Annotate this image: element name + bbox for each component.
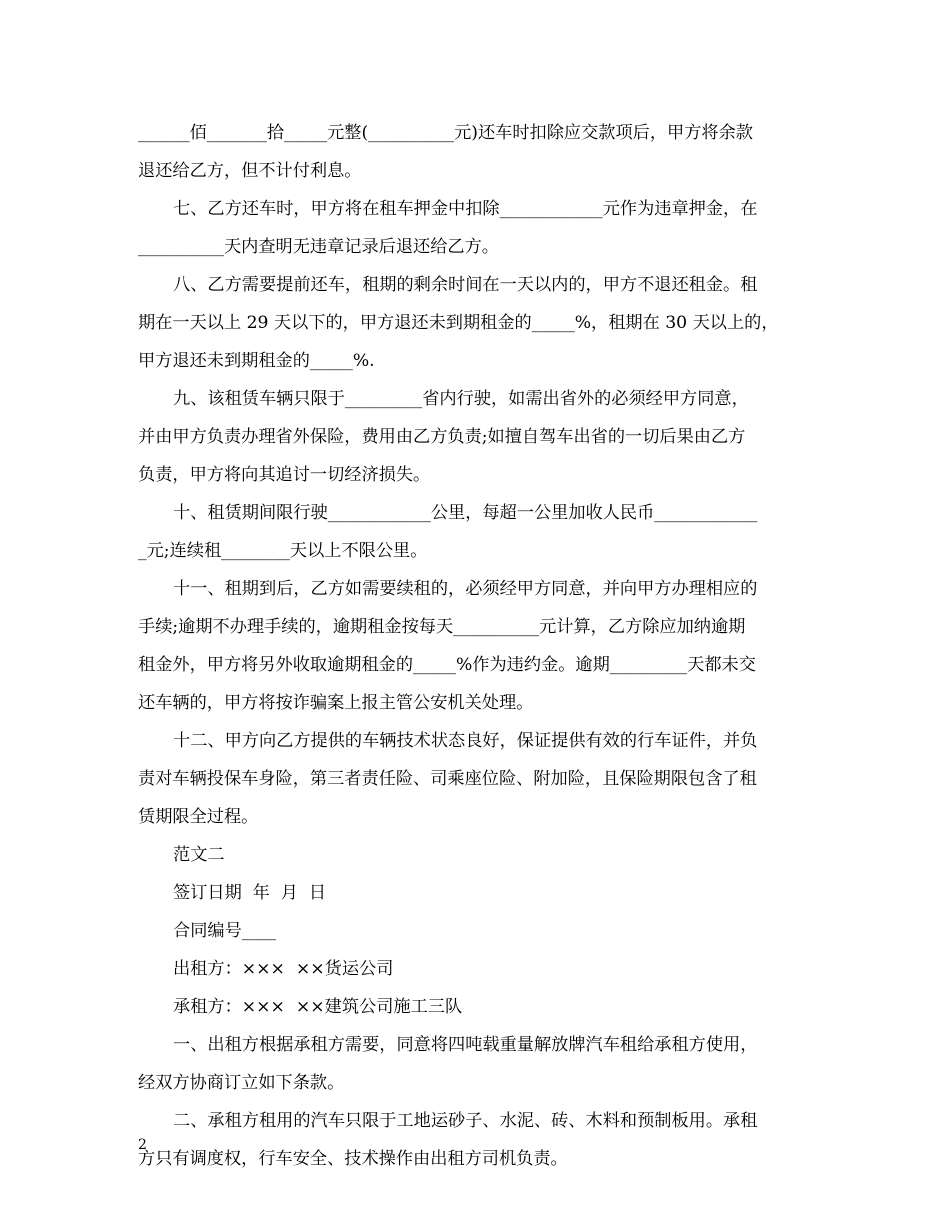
text-line: 签订日期 年 月 日 [173, 883, 327, 903]
text-line: 一、出租方根据承租方需要，同意将四吨载重量解放牌汽车租给承租方使用， [173, 1035, 758, 1055]
text-line: _元;连续租________天以上不限公里。 [138, 541, 428, 561]
text-line: __________天内查明无违章记录后退还给乙方。 [138, 237, 499, 257]
text-line: 甲方退还未到期租金的_____%. [138, 351, 375, 371]
text-line: 出租方：××× ××货运公司 [173, 959, 394, 979]
text-line: 十、租赁期间限行驶____________公里，每超一公里加收人民币____________ [173, 503, 758, 523]
text-line: 九、该租赁车辆只限于_________省内行驶，如需出省外的必须经甲方同意， [173, 389, 749, 409]
text-line: 八、乙方需要提前还车，租期的剩余时间在一天以内的，甲方不退还租金。租 [173, 275, 758, 295]
text-line: 责对车辆投保车身险，第三者责任险、司乘座位险、附加险，且保险期限包含了租 [138, 769, 757, 789]
text-line: 租金外，甲方将另外收取逾期租金的_____%作为违约金。逾期_________天都未交 [138, 655, 756, 675]
section-heading: 范文二 [173, 845, 225, 865]
text-line: 期在一天以上 29 天以下的，甲方退还未到期租金的_____%，租期在 30 天以上的， [138, 313, 779, 333]
text-line: ______佰_______拾_____元整(__________元)还车时扣除应交款项后，甲方将余款 [138, 123, 753, 143]
text-line: 二、承租方租用的汽车只限于工地运砂子、水泥、砖、木料和预制板用。承租 [173, 1111, 758, 1131]
text-line: 赁期限全过程。 [138, 807, 259, 827]
page-number: 2 [138, 1137, 147, 1153]
text-line: 手续;逾期不办理手续的，逾期租金按每天__________元计算，乙方除应加纳逾期 [138, 617, 746, 637]
text-line: 合同编号____ [173, 921, 277, 941]
text-line: 经双方协商订立如下条款。 [138, 1073, 345, 1093]
text-line: 方只有调度权，行车安全、技术操作由出租方司机负责。 [138, 1149, 568, 1169]
text-line: 并由甲方负责办理省外保险，费用由乙方负责;如擅自驾车出省的一切后果由乙方 [138, 427, 746, 447]
text-line: 负责，甲方将向其追讨一切经济损失。 [138, 465, 431, 485]
document-body [138, 114, 814, 1178]
text-line: 十一、租期到后，乙方如需要续租的，必须经甲方同意，并向甲方办理相应的 [173, 579, 758, 599]
text-line: 七、乙方还车时，甲方将在租车押金中扣除____________元作为违章押金，在 [173, 199, 758, 219]
text-line: 承租方：××× ××建筑公司施工三队 [173, 997, 463, 1017]
text-line: 退还给乙方，但不计付利息。 [138, 161, 362, 181]
text-line: 还车辆的，甲方将按诈骗案上报主管公安机关处理。 [138, 693, 534, 713]
text-line: 十二、甲方向乙方提供的车辆技术状态良好，保证提供有效的行车证件，并负 [173, 731, 758, 751]
